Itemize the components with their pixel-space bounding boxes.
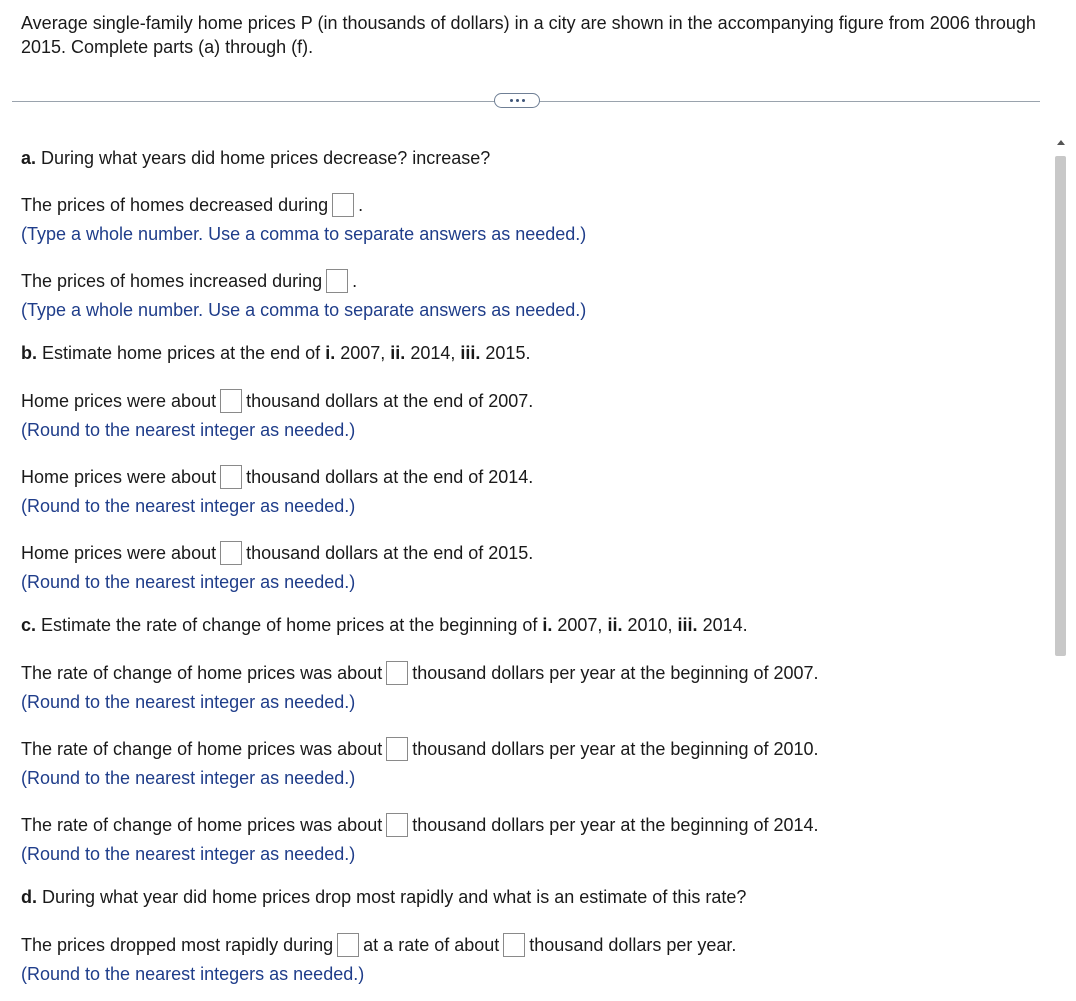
part-c-question xyxy=(21,613,748,637)
year-1: 2007, xyxy=(340,343,386,363)
price-2007-input[interactable] xyxy=(220,389,242,413)
part-a-question-text: During what years did home prices decrease? increase? xyxy=(41,148,491,168)
roman-i: i. xyxy=(325,343,336,363)
row-hint: (Round to the nearest integer as needed.) xyxy=(21,692,356,712)
part-b-question-text: Estimate home prices at the end of xyxy=(42,343,321,363)
part-c-row-3 xyxy=(21,813,819,837)
decreased-hint: (Type a whole number. Use a comma to separate answers as needed.) xyxy=(21,224,587,244)
show-more-button[interactable] xyxy=(494,93,540,108)
rate-2014-input[interactable] xyxy=(386,813,408,837)
vertical-scrollbar[interactable] xyxy=(1052,130,1070,1001)
decreased-years-input[interactable] xyxy=(332,193,354,217)
price-2014-input[interactable] xyxy=(220,465,242,489)
roman-ii: ii. xyxy=(607,615,623,635)
increased-suffix: . xyxy=(352,271,358,291)
increased-hint: (Type a whole number. Use a comma to separate answers as needed.) xyxy=(21,300,587,320)
row-middle: at a rate of about xyxy=(363,935,500,955)
more-dot-icon xyxy=(516,99,519,102)
row-prefix: The prices dropped most rapidly during xyxy=(21,935,334,955)
row-hint: (Round to the nearest integer as needed.) xyxy=(21,844,356,864)
row-hint: (Round to the nearest integer as needed.) xyxy=(21,420,356,440)
decreased-prefix: The prices of homes decreased during xyxy=(21,195,329,215)
row-suffix: thousand dollars at the end of 2015. xyxy=(246,543,534,563)
fastest-drop-year-input[interactable] xyxy=(337,933,359,957)
part-b-question xyxy=(21,341,530,365)
roman-iii: iii. xyxy=(460,343,481,363)
year-2: 2014, xyxy=(410,343,456,363)
more-dot-icon xyxy=(522,99,525,102)
part-b-row-1 xyxy=(21,389,533,413)
part-b-row-3 xyxy=(21,541,533,565)
row-suffix: thousand dollars per year at the beginning of 2007. xyxy=(412,663,819,683)
roman-iii: iii. xyxy=(677,615,698,635)
row-prefix: The rate of change of home prices was about xyxy=(21,739,383,759)
year-3: 2014. xyxy=(702,615,748,635)
year-1: 2007, xyxy=(557,615,603,635)
problem-intro: Average single-family home prices P (in thousands of dollars) in a city are shown in the accompanying figure from 2006 through 2015. Complete parts (a) through (f). xyxy=(21,13,1036,57)
part-c-row-2 xyxy=(21,737,819,761)
price-2015-input[interactable] xyxy=(220,541,242,565)
row-hint: (Round to the nearest integer as needed.) xyxy=(21,768,356,788)
roman-ii: ii. xyxy=(390,343,406,363)
decreased-suffix: . xyxy=(358,195,364,215)
row-hint: (Round to the nearest integer as needed.) xyxy=(21,572,356,592)
fastest-drop-rate-input[interactable] xyxy=(503,933,525,957)
scroll-up-arrow-icon[interactable] xyxy=(1057,140,1065,145)
part-c-row-1 xyxy=(21,661,819,685)
part-c-label: c. xyxy=(21,615,37,635)
more-dot-icon xyxy=(510,99,513,102)
part-a-increased-row xyxy=(21,269,357,293)
row-prefix: Home prices were about xyxy=(21,391,217,411)
part-d-question-text: During what year did home prices drop most rapidly and what is an estimate of this rate? xyxy=(42,887,747,907)
row-prefix: The rate of change of home prices was about xyxy=(21,815,383,835)
question-panel xyxy=(0,130,1050,1001)
scroll-thumb[interactable] xyxy=(1055,156,1066,656)
increased-prefix: The prices of homes increased during xyxy=(21,271,323,291)
row-suffix: thousand dollars at the end of 2014. xyxy=(246,467,534,487)
year-3: 2015. xyxy=(485,343,531,363)
rate-2007-input[interactable] xyxy=(386,661,408,685)
row-hint: (Round to the nearest integer as needed.) xyxy=(21,496,356,516)
part-d-row xyxy=(21,933,736,957)
part-a-decreased-row xyxy=(21,193,363,217)
row-suffix: thousand dollars per year at the beginning of 2014. xyxy=(412,815,819,835)
part-b-label: b. xyxy=(21,343,37,363)
part-b-row-2 xyxy=(21,465,533,489)
part-d-question xyxy=(21,885,746,909)
row-prefix: Home prices were about xyxy=(21,467,217,487)
row-suffix: thousand dollars per year at the beginning of 2010. xyxy=(412,739,819,759)
part-d-label: d. xyxy=(21,887,37,907)
part-c-question-text: Estimate the rate of change of home prices at the beginning of xyxy=(41,615,538,635)
row-hint: (Round to the nearest integers as needed.) xyxy=(21,964,365,984)
row-suffix: thousand dollars at the end of 2007. xyxy=(246,391,534,411)
increased-years-input[interactable] xyxy=(326,269,348,293)
part-a-label: a. xyxy=(21,148,37,168)
roman-i: i. xyxy=(542,615,553,635)
row-prefix: The rate of change of home prices was about xyxy=(21,663,383,683)
row-prefix: Home prices were about xyxy=(21,543,217,563)
part-a-question xyxy=(21,146,490,170)
row-suffix: thousand dollars per year. xyxy=(529,935,737,955)
rate-2010-input[interactable] xyxy=(386,737,408,761)
year-2: 2010, xyxy=(627,615,673,635)
